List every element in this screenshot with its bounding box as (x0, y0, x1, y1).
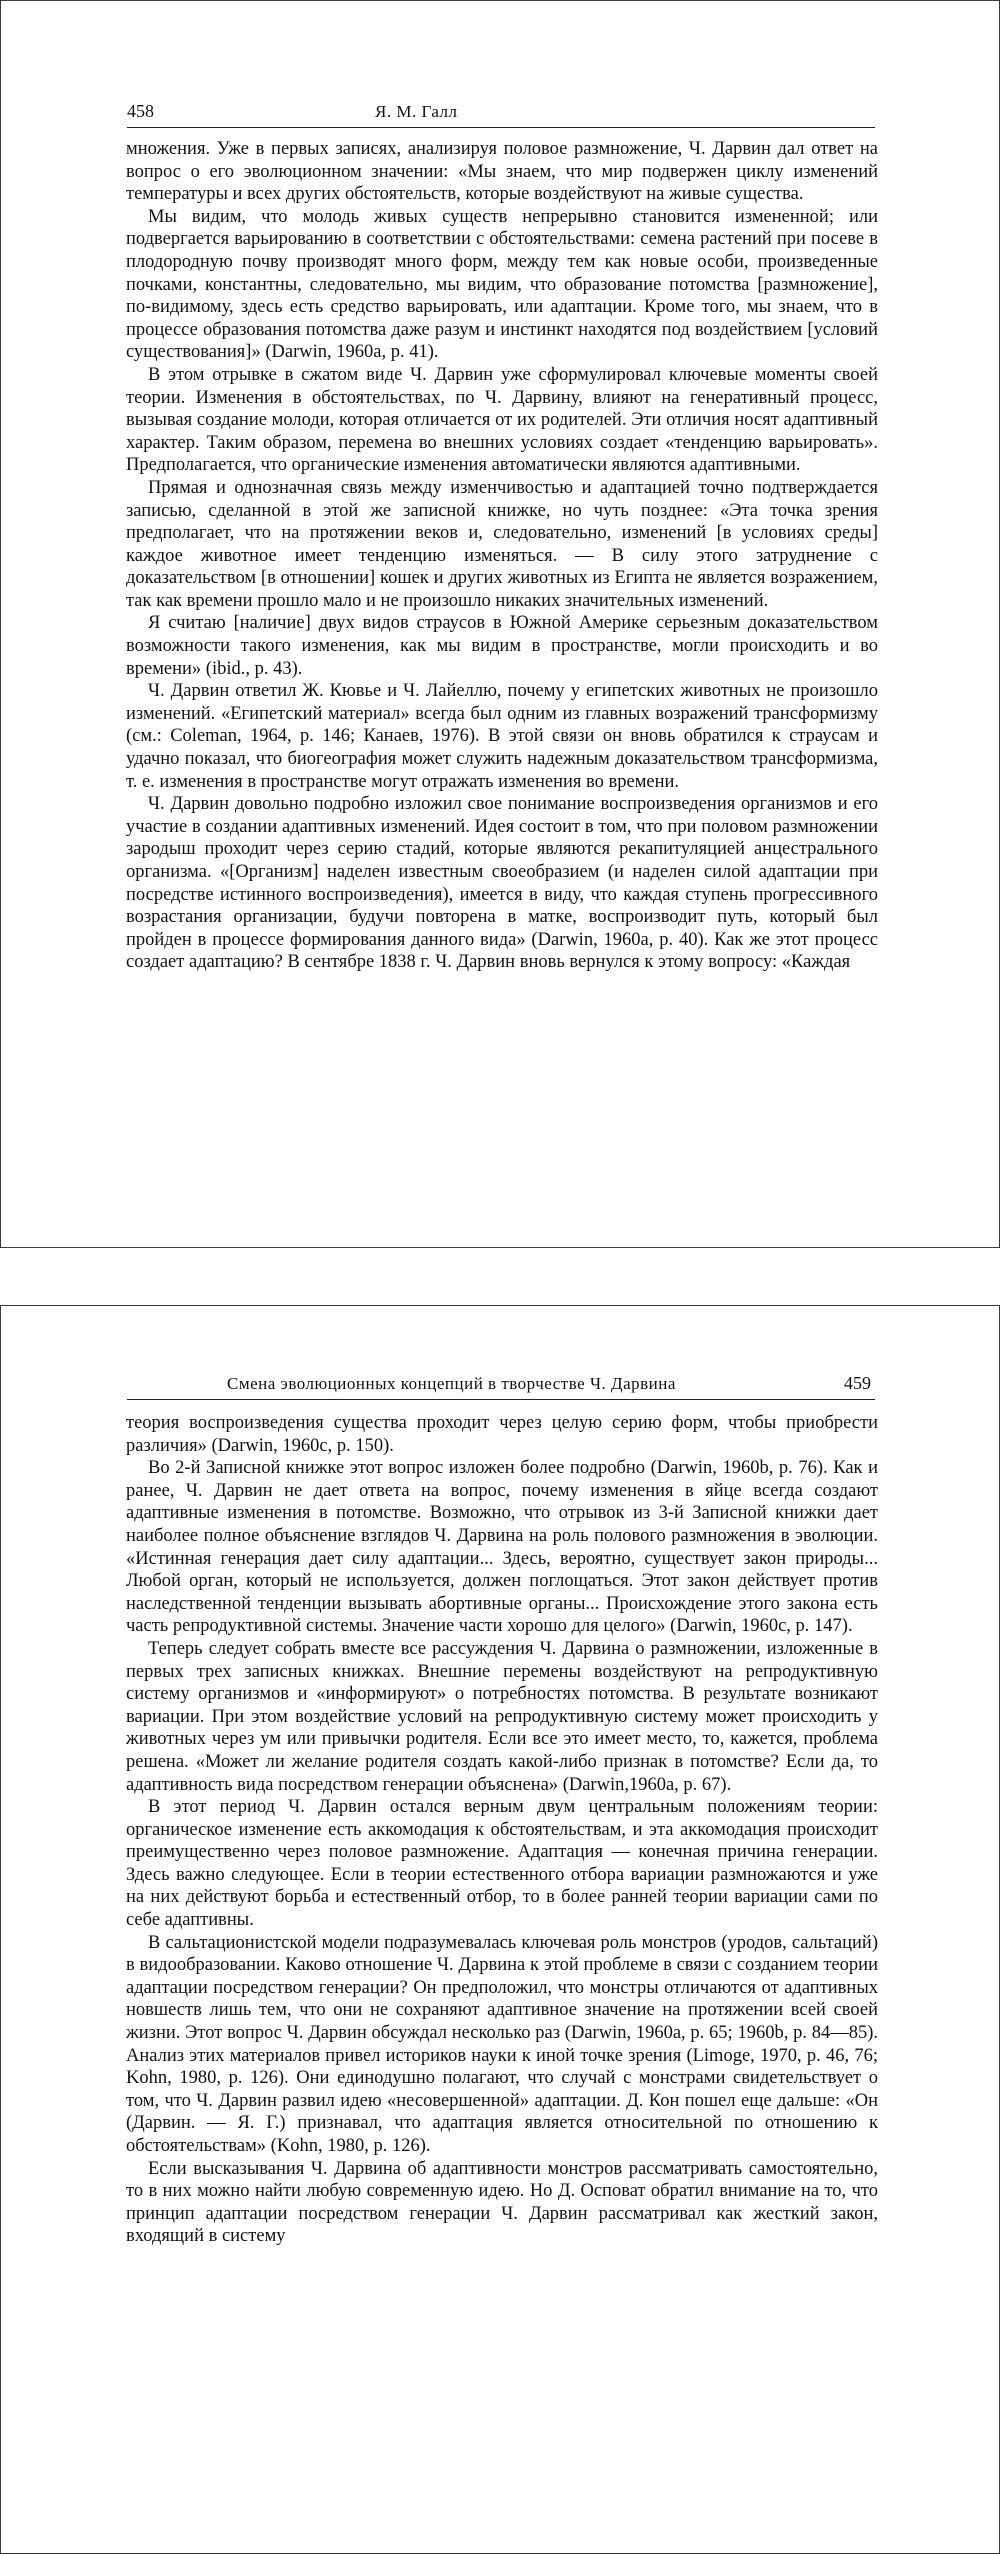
paragraph: Теперь следует собрать вместе все рассуждения Ч. Дарвина о размножении, изложенные в первых трех записных книжках. Внешние перемены воздействуют на репродуктивную систему организмов и «информируют» о потребностях потомства. В результате возникают вариации. При этом воздействие условий на репродуктивную систему может происходить у животных через ум или привычки родителя. Если все это имеет место, то, кажется, проблема решена. «Может ли желание родителя создать какой-либо признак в потомстве? Если да, то адаптивность вида посредством генерации объяснена» (Darwin,1960a, p. 67). (126, 1638, 878, 1795)
page-459-text (126, 1412, 878, 2248)
paragraph: множения. Уже в первых записях, анализируя половое размножение, Ч. Дарвин дал ответ на вопрос о его эволюционном значении: «Мы знаем, что мир подвержен циклу изменений температуры и всех других обстоятельств, которые воздействуют на живые существа. (126, 139, 878, 205)
page-number: 458 (127, 101, 154, 121)
paragraph: В этот период Ч. Дарвин остался верным двум центральным положениям теории: органическое изменение есть аккомодация к обстоятельствам, и эта аккомодация происходит преимущественно через половое размножение. Адаптация — конечная причина генерации. Здесь важно следующее. Если в теории естественного отбора вариации размножаются и уже на них действуют борьба и естественный отбор, то в более ранней теории вариации сами по себе адаптивны. (126, 1797, 878, 1931)
paragraph: Мы видим, что молодь живых существ непрерывно становится измененной; или подвергается варьированию в соответствии с обстоятельствами: семена растений при посеве в плодородную почву производят много форм, между тем как новые особи, произведенные почками, константны, следовательно, мы видим, что образование потомства [размножение], по-видимому, здесь есть средство варьировать, или адаптации. Кроме того, мы знаем, что в процессе образования потомства даже разум и инстинкт находятся под воздействием [условий существования]» (Darwin, 1960a, p. 41). (126, 206, 878, 363)
paragraph: В сальтационистской модели подразумевалась ключевая роль монстров (уродов, сальтаций) в видообразовании. Каково отношение Ч. Дарвина к этой проблеме в связи с созданием теории адаптации посредством генерации? Он предположил, что монстры отличаются от адаптивных новшеств лишь тем, что они не сохраняют адаптивное значение на протяжении всей своей жизни. Этот вопрос Ч. Дарвин обсуждал несколько раз (Darwin, 1960a, p. 65; 1960b, p. 84—85). Анализ этих материалов привел историков науки к иной точке зрения (Limoge, 1970, p. 46, 76; Kohn, 1980, p. 126). Они единодушно полагают, что случай с монстрами свидетельствует о том, что Ч. Дарвин развил идею «несовершенной» адаптации. Д. Кон пошел еще дальше: «Он (Дарвин. — Я. Г.) признавал, что адаптация является относительной по отношению к обстоятельствам» (Kohn, 1980, p. 126). (126, 1932, 878, 2156)
paragraph: Во 2-й Записной книжке этот вопрос изложен более подробно (Darwin, 1960b, p. 76). Как и ранее, Ч. Дарвин не дает ответа на вопрос, почему изменения в яйце всегда создают адаптивные изменения в потомстве. Возможно, что отрывок из 3-й Записной книжки дает наиболее полное объяснение взглядов Ч. Дарвина на роль полового размножения в эволюции. «Истинная генерация дает силу адаптации... Здесь, вероятно, существует закон природы... Любой орган, который не используется, должен поглощаться. Этот закон действует против наследственной тенденции вызывать абортивные органы... Происхождение этого закона есть часть репродуктивной системы. Значение части хорошо для целого» (Darwin, 1960c, p. 147). (126, 1458, 878, 1637)
running-head: Смена эволюционных концепций в творчестве Ч. Дарвина (227, 1374, 676, 1393)
paragraph: Ч. Дарвин довольно подробно изложил свое понимание воспроизведения организмов и его участие в создании адаптивных изменений. Идея состоит в том, что при половом размножении зародыш проходит через серию стадий, которые являются рекапитуляцией анцестрального организма. «[Организм] наделен известным своеобразием (и наделен силой адаптации при посредстве истинного воспроизведения), имеется в виду, что каждая ступень прогрессивного возрастания организации, будучи повторена в матке, воспроизводит путь, который был пройден в процессе формирования данного вида» (Darwin, 1960a, p. 40). Как же этот процесс создает адаптацию? В сентябре 1838 г. Ч. Дарвин вновь вернулся к этому вопросу: «Каждая (126, 794, 878, 973)
paragraph: Ч. Дарвин ответил Ж. Кювье и Ч. Лайеллю, почему у египетских животных не произошло изменений. «Египетский материал» всегда был одним из главных возражений трансформизму (см.: Coleman, 1964, p. 146; Канаев, 1976). В этой связи он вновь обратился к страусам и удачно показал, что биогеография может служить надежным доказательством трансформизма, т. е. изменения в пространстве могут отражать изменения во времени. (126, 681, 878, 792)
page-number: 459 (844, 1373, 871, 1393)
paragraph: Прямая и однозначная связь между изменчивостью и адаптацией точно подтверждается записью, сделанной в этой же записной книжке, но чуть позднее: «Эта точка зрения предполагает, что на протяжении веков и, следовательно, изменений [в условиях среды] каждое животное имеет тенденцию изменяться. — В силу этого затруднение с доказательством [в отношении] кошек и других животных из Египта не является возражением, так как времени прошло мало и не произошло никаких значительных изменений. (126, 477, 878, 611)
paragraph: теория воспроизведения существа проходит через целую серию форм, чтобы приобрести различия» (Darwin, 1960c, p. 150). (126, 1413, 878, 1456)
page-header (127, 1365, 875, 1400)
page-header (127, 93, 875, 128)
paragraph: Я считаю [наличие] двух видов страусов в Южной Америке серьезным доказательством возможности такого изменения, как мы видим в пространстве, могли происходить и во времени» (ibid., p. 43). (126, 613, 878, 679)
paragraph: Если высказывания Ч. Дарвина об адаптивности монстров рассматривать самостоятельно, то в них можно найти любую современную идею. Но Д. Осповат обратил внимание на то, что принцип адаптации посредством генерации Ч. Дарвин рассматривал как жесткий закон, входящий в систему (126, 2158, 878, 2247)
paragraph: В этом отрывке в сжатом виде Ч. Дарвин уже сформулировал ключевые моменты своей теории. Изменения в обстоятельствах, по Ч. Дарвину, влияют на генеративный процесс, вызывая создание молоди, которая отличается от их родителей. Эти отличия носят адаптивный характер. Таким образом, перемена во внешних условиях создает «тенденцию варьировать». Предполагается, что органические изменения автоматически являются адаптивными. (126, 364, 878, 476)
running-head: Я. М. Галл (375, 102, 458, 121)
page-458-text (126, 138, 878, 974)
